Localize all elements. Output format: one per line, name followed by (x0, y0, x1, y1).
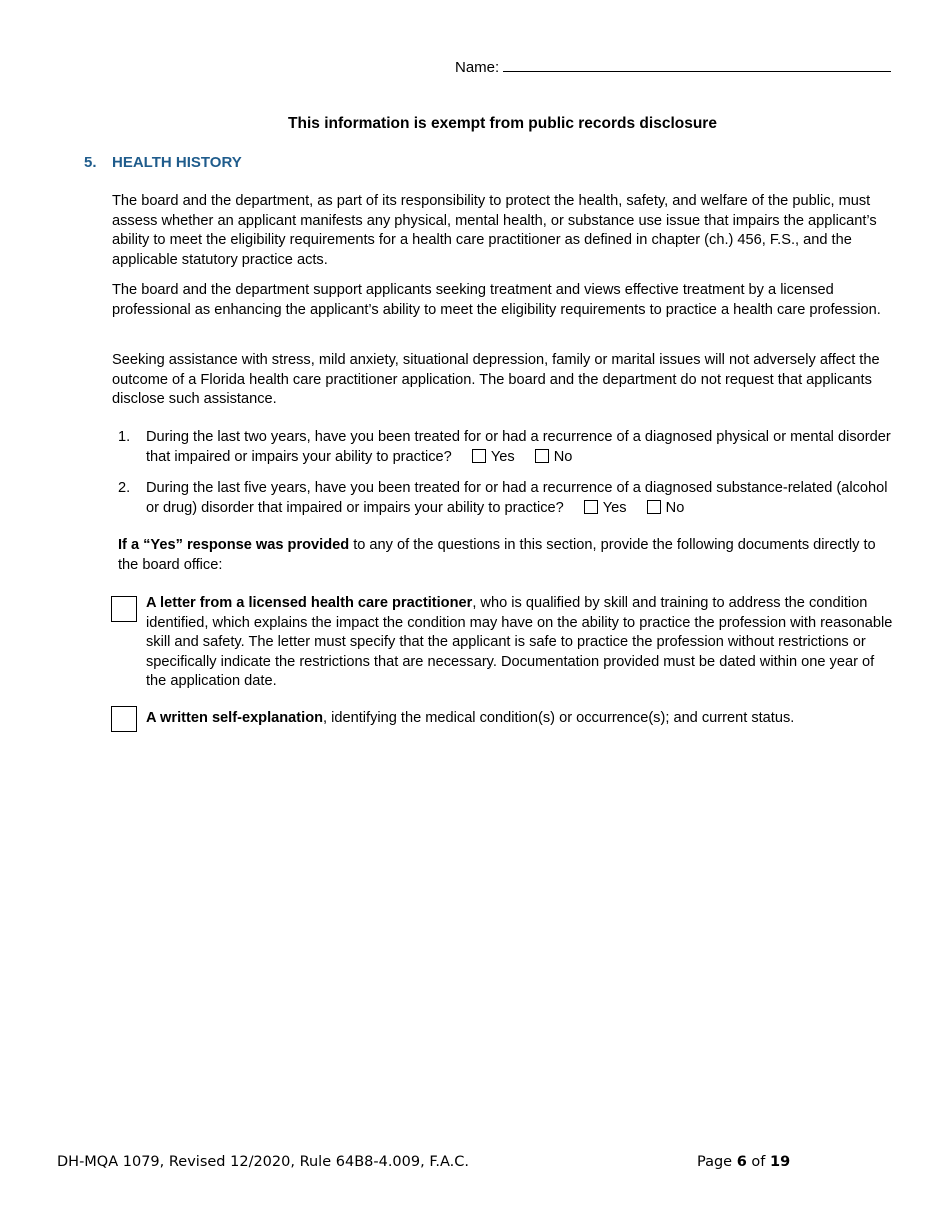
question-1 (118, 428, 898, 467)
paragraph-assistance: Seeking assistance with stress, mild anxiety, situational depression, family or marital issues will not adversely affect the outcome of a Florida health care practitioner application. The board and the department do not request that applicants disclose such assistance. (112, 352, 880, 407)
paragraph-treatment-support: The board and the department support applicants seeking treatment and views effective treatment by a licensed professional as enhancing the applicant’s ability to meet the eligibility requirements to practice a health care profession. (112, 282, 881, 318)
name-input-line[interactable] (503, 55, 891, 72)
section-heading (84, 153, 242, 173)
document-self-explanation-text (146, 709, 898, 729)
question-1-no-checkbox[interactable] (535, 449, 549, 463)
page-prefix: Page (697, 1154, 733, 1170)
document-bold: A letter from a licensed health care practitioner (146, 595, 473, 611)
question-number: 2. (118, 480, 131, 496)
question-1-yes-checkbox[interactable] (472, 449, 486, 463)
question-text: During the last five years, have you been treated for or had a recurrence of a diagnosed substance-related (alcohol or drug) disorder that impaired or impairs your ability to practice? (146, 480, 888, 516)
yes-label: Yes (602, 499, 627, 516)
question-number: 1. (118, 429, 131, 445)
page-of: of (751, 1154, 766, 1170)
yes-label: Yes (490, 448, 515, 465)
footer-form-id: DH-MQA 1079, Revised 12/2020, Rule 64B8-4.009, F.A.C. (57, 1154, 469, 1170)
question-2-yes-checkbox[interactable] (584, 500, 598, 514)
exempt-notice: This information is exempt from public records disclosure (288, 115, 717, 132)
document-description: , who is qualified by skill and training to address the condition identified, which explains the impact the condition may have on the ability to practice the profession with reasonable skill and safety. The letter must specify that the applicant is safe to practice the profession without restrictions or specifically indicate the restrictions that are necessary. Documentation provided must be dated within one year of the application date. (146, 595, 893, 689)
document-bold: A written self-explanation (146, 710, 324, 726)
yes-response-instruction (118, 536, 898, 575)
document-self-explanation-checkbox[interactable] (111, 706, 137, 732)
page-current: 6 (736, 1154, 747, 1170)
document-letter-text (146, 594, 898, 692)
question-2 (118, 479, 898, 518)
section-number: 5. (84, 154, 97, 171)
question-2-no-checkbox[interactable] (647, 500, 661, 514)
section-title: HEALTH HISTORY (112, 154, 242, 171)
document-letter-checkbox[interactable] (111, 596, 137, 622)
no-label: No (553, 448, 573, 465)
paragraph-responsibility: The board and the department, as part of its responsibility to protect the health, safety, and welfare of the public, must assess whether an applicant manifests any physical, mental health, or substance use issue that impairs the applicant’s ability to meet the eligibility requirements for a health care practitioner as defined in chapter (ch.) 456, F.S., and the applicable statutory practice acts. (112, 193, 877, 268)
page-total: 19 (770, 1154, 791, 1170)
footer-page-number (697, 1153, 790, 1173)
name-field-row (455, 55, 891, 78)
name-label: Name: (455, 59, 500, 76)
instruction-bold: If a “Yes” response was provided (118, 537, 350, 553)
no-label: No (665, 499, 685, 516)
instruction-text: to any of the questions in this section, provide the following documents directly to the board office: (118, 537, 876, 573)
document-description: , identifying the medical condition(s) or occurrence(s); and current status. (323, 710, 795, 726)
question-text: During the last two years, have you been treated for or had a recurrence of a diagnosed physical or mental disorder that impaired or impairs your ability to practice? (146, 429, 891, 465)
